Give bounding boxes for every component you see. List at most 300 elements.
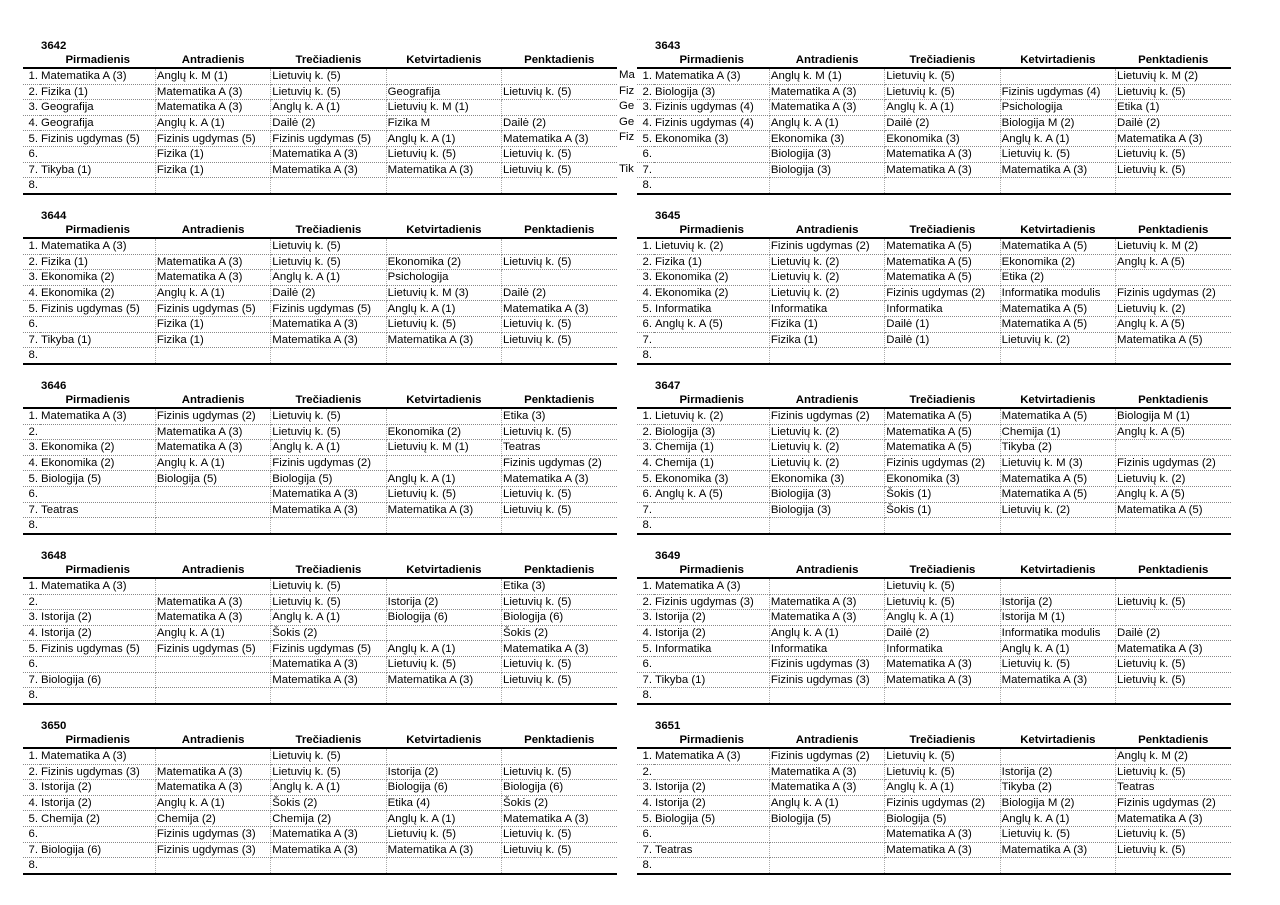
table-row: [23, 332, 617, 348]
period-number: 1.: [23, 238, 40, 254]
period-number: 5.: [637, 301, 654, 317]
lesson-cell: [885, 858, 1000, 874]
lesson-cell: Lietuvių k. (5): [502, 162, 617, 178]
lesson-cell: Biologija (6): [386, 610, 501, 626]
period-number: 6.: [637, 146, 654, 162]
table-row: [23, 162, 617, 178]
lesson-cell: Biologija (3): [769, 162, 884, 178]
lesson-cell: [1116, 348, 1231, 364]
lesson-cell: [40, 146, 155, 162]
lesson-cell: [654, 332, 769, 348]
period-number: 4.: [637, 455, 654, 471]
day-header: Antradienis: [769, 732, 884, 748]
lesson-cell: Istorija (2): [40, 625, 155, 641]
lesson-cell: Fizika (1): [155, 316, 270, 332]
period-number: 6.: [23, 146, 40, 162]
lesson-cell: Lietuvių k. (5): [502, 254, 617, 270]
lesson-cell: Ekonomika (2): [40, 440, 155, 456]
lesson-cell: Etika (3): [502, 408, 617, 424]
period-number: 8.: [23, 178, 40, 194]
lesson-cell: Lietuvių k. M (1): [386, 440, 501, 456]
day-header: Ketvirtadienis: [386, 392, 501, 408]
lesson-cell: Matematika A (3): [502, 811, 617, 827]
lesson-cell: [40, 424, 155, 440]
lesson-cell: Istorija (2): [654, 625, 769, 641]
lesson-cell: Anglų k. A (5): [654, 316, 769, 332]
day-header: Antradienis: [155, 222, 270, 238]
corner-cell: [23, 52, 40, 68]
lesson-cell: Fizinis ugdymas (3): [155, 826, 270, 842]
day-header: Antradienis: [155, 52, 270, 68]
period-number: 3.: [23, 270, 40, 286]
lesson-cell: Šokis (2): [271, 795, 386, 811]
timetable-block: [637, 210, 1231, 365]
lesson-cell: Biologija (6): [40, 672, 155, 688]
day-header: Pirmadienis: [654, 392, 769, 408]
lesson-cell: Ekonomika (2): [40, 270, 155, 286]
lesson-cell: [271, 178, 386, 194]
day-header: Pirmadienis: [40, 732, 155, 748]
table-row: [637, 408, 1231, 424]
period-number: 6.: [637, 316, 654, 332]
lesson-cell: [1000, 688, 1115, 704]
corner-cell: [637, 562, 654, 578]
lesson-cell: Matematika A (3): [155, 610, 270, 626]
lesson-cell: Matematika A (5): [1116, 502, 1231, 518]
class-title: 3642: [41, 40, 67, 52]
corner-cell: [23, 392, 40, 408]
lesson-cell: [1116, 858, 1231, 874]
lesson-cell: Istorija (2): [40, 780, 155, 796]
lesson-cell: [40, 688, 155, 704]
lesson-cell: Dailė (2): [885, 115, 1000, 131]
lesson-cell: [654, 826, 769, 842]
lesson-cell: Fizinis ugdymas (4): [1000, 84, 1115, 100]
timetable-block: [637, 720, 1231, 875]
table-row: [637, 440, 1231, 456]
lesson-cell: Informatika modulis: [1000, 625, 1115, 641]
lesson-cell: Ekonomika (3): [885, 131, 1000, 147]
lesson-cell: Lietuvių k. (5): [885, 578, 1000, 594]
lesson-cell: Anglų k. A (1): [769, 795, 884, 811]
timetable-table: [23, 562, 617, 705]
lesson-cell: Biologija (3): [654, 424, 769, 440]
corner-cell: [637, 392, 654, 408]
corner-cell: [23, 562, 40, 578]
header-row: [637, 732, 1231, 748]
lesson-cell: Anglų k. A (1): [1000, 641, 1115, 657]
lesson-cell: [386, 348, 501, 364]
lesson-cell: Ekonomika (3): [885, 471, 1000, 487]
lesson-cell: [1000, 178, 1115, 194]
lesson-cell: [654, 656, 769, 672]
lesson-cell: [271, 858, 386, 874]
lesson-cell: Chemija (1): [1000, 424, 1115, 440]
lesson-cell: [885, 348, 1000, 364]
table-row: [637, 84, 1231, 100]
table-row: [637, 578, 1231, 594]
day-header: Penktadienis: [502, 52, 617, 68]
lesson-cell: Šokis (1): [885, 502, 1000, 518]
day-header: Ketvirtadienis: [1000, 222, 1115, 238]
lesson-cell: Lietuvių k. (5): [271, 764, 386, 780]
lesson-cell: Matematika A (5): [1000, 238, 1115, 254]
lesson-cell: Šokis (1): [885, 486, 1000, 502]
period-number: 7.: [23, 162, 40, 178]
period-number: 1.: [637, 68, 654, 84]
period-number: 1.: [637, 408, 654, 424]
lesson-cell: Biologija M (2): [1000, 115, 1115, 131]
lesson-cell: Matematika A (3): [386, 672, 501, 688]
day-header: Trečiadienis: [271, 222, 386, 238]
table-row: [23, 780, 617, 796]
lesson-cell: Fizinis ugdymas (2): [1116, 285, 1231, 301]
day-header: Ketvirtadienis: [386, 562, 501, 578]
truncated-text: Tik: [619, 162, 634, 175]
lesson-cell: Lietuvių k. (5): [271, 594, 386, 610]
timetable-table: [637, 52, 1231, 195]
lesson-cell: Tikyba (1): [40, 332, 155, 348]
table-row: [637, 68, 1231, 84]
lesson-cell: [40, 486, 155, 502]
lesson-cell: Biologija (3): [769, 146, 884, 162]
lesson-cell: Biologija (3): [769, 502, 884, 518]
period-number: 4.: [637, 115, 654, 131]
period-number: 3.: [23, 780, 40, 796]
lesson-cell: Tikyba (2): [1000, 780, 1115, 796]
lesson-cell: Fizinis ugdymas (3): [654, 594, 769, 610]
class-title: 3643: [655, 40, 681, 52]
lesson-cell: Matematika A (3): [1000, 162, 1115, 178]
lesson-cell: Šokis (2): [502, 795, 617, 811]
lesson-cell: Lietuvių k. (5): [386, 316, 501, 332]
lesson-cell: Matematika A (5): [1116, 332, 1231, 348]
table-row: [637, 518, 1231, 534]
period-number: 1.: [23, 408, 40, 424]
day-header: Pirmadienis: [40, 392, 155, 408]
lesson-cell: Fizinis ugdymas (2): [885, 455, 1000, 471]
lesson-cell: Fizika M: [386, 115, 501, 131]
class-title: 3645: [655, 210, 681, 222]
lesson-cell: Šokis (2): [502, 625, 617, 641]
period-number: 5.: [23, 811, 40, 827]
lesson-cell: Ekonomika (2): [386, 424, 501, 440]
lesson-cell: Lietuvių k. (5): [502, 656, 617, 672]
lesson-cell: Lietuvių k. (5): [271, 424, 386, 440]
day-header: Penktadienis: [1116, 222, 1231, 238]
period-number: 6.: [23, 656, 40, 672]
table-row: [23, 641, 617, 657]
timetable-table: [23, 52, 617, 195]
lesson-cell: [155, 348, 270, 364]
lesson-cell: Lietuvių k. (2): [769, 285, 884, 301]
period-number: 4.: [23, 455, 40, 471]
lesson-cell: Matematika A (3): [271, 842, 386, 858]
lesson-cell: Lietuvių k. (2): [1000, 502, 1115, 518]
lesson-cell: Matematika A (5): [1000, 316, 1115, 332]
lesson-cell: Lietuvių k. (5): [502, 424, 617, 440]
table-row: [637, 858, 1231, 874]
lesson-cell: [386, 178, 501, 194]
timetable-table: [23, 222, 617, 365]
corner-cell: [637, 222, 654, 238]
table-row: [637, 238, 1231, 254]
period-number: 4.: [23, 625, 40, 641]
table-row: [637, 625, 1231, 641]
table-row: [23, 811, 617, 827]
lesson-cell: Lietuvių k. (5): [271, 578, 386, 594]
lesson-cell: Lietuvių k. (5): [386, 656, 501, 672]
day-header: Trečiadienis: [885, 732, 1000, 748]
lesson-cell: Anglų k. A (1): [885, 610, 1000, 626]
table-row: [23, 764, 617, 780]
lesson-cell: Anglų k. A (1): [769, 115, 884, 131]
day-header: Pirmadienis: [654, 222, 769, 238]
lesson-cell: [1116, 178, 1231, 194]
table-row: [637, 610, 1231, 626]
lesson-cell: Istorija (2): [654, 610, 769, 626]
lesson-cell: Matematika A (3): [155, 84, 270, 100]
table-row: [23, 594, 617, 610]
lesson-cell: Lietuvių k. (2): [769, 455, 884, 471]
lesson-cell: Ekonomika (2): [654, 270, 769, 286]
lesson-cell: Teatras: [502, 440, 617, 456]
header-row: [637, 222, 1231, 238]
day-header: Trečiadienis: [885, 562, 1000, 578]
lesson-cell: Fizinis ugdymas (2): [769, 238, 884, 254]
day-header: Penktadienis: [1116, 52, 1231, 68]
lesson-cell: [155, 688, 270, 704]
lesson-cell: Anglų k. A (1): [1000, 811, 1115, 827]
lesson-cell: Anglų k. A (1): [885, 780, 1000, 796]
lesson-cell: Lietuvių k. M (3): [386, 285, 501, 301]
table-row: [637, 424, 1231, 440]
lesson-cell: Fizinis ugdymas (5): [40, 641, 155, 657]
lesson-cell: Anglų k. A (1): [1000, 131, 1115, 147]
lesson-cell: Matematika A (5): [1000, 486, 1115, 502]
lesson-cell: [1000, 748, 1115, 764]
lesson-cell: [654, 688, 769, 704]
lesson-cell: Matematika A (3): [40, 238, 155, 254]
header-row: [637, 52, 1231, 68]
table-row: [23, 131, 617, 147]
day-header: Trečiadienis: [885, 52, 1000, 68]
lesson-cell: Biologija (3): [769, 486, 884, 502]
day-header: Penktadienis: [1116, 732, 1231, 748]
table-row: [637, 842, 1231, 858]
lesson-cell: Fizinis ugdymas (2): [271, 455, 386, 471]
lesson-cell: Fizinis ugdymas (5): [155, 131, 270, 147]
lesson-cell: [502, 270, 617, 286]
period-number: 3.: [637, 780, 654, 796]
lesson-cell: Informatika modulis: [1000, 285, 1115, 301]
period-number: 4.: [23, 285, 40, 301]
lesson-cell: Matematika A (3): [386, 332, 501, 348]
lesson-cell: Istorija (2): [386, 594, 501, 610]
lesson-cell: Matematika A (3): [769, 100, 884, 116]
lesson-cell: Matematika A (3): [769, 780, 884, 796]
truncated-text: Ge: [619, 100, 635, 113]
lesson-cell: Fizika (1): [40, 254, 155, 270]
lesson-cell: Informatika: [769, 301, 884, 317]
lesson-cell: Geografija: [40, 115, 155, 131]
lesson-cell: Lietuvių k. (5): [1116, 146, 1231, 162]
day-header: Ketvirtadienis: [386, 732, 501, 748]
lesson-cell: Lietuvių k. (5): [502, 84, 617, 100]
lesson-cell: Matematika A (3): [885, 656, 1000, 672]
lesson-cell: [654, 764, 769, 780]
lesson-cell: Anglų k. A (1): [885, 100, 1000, 116]
period-number: 5.: [23, 641, 40, 657]
timetable-block: [23, 210, 617, 365]
table-row: [23, 486, 617, 502]
table-row: [637, 254, 1231, 270]
lesson-cell: Fizinis ugdymas (5): [155, 641, 270, 657]
day-header: Pirmadienis: [40, 562, 155, 578]
period-number: 2.: [637, 254, 654, 270]
lesson-cell: Matematika A (3): [155, 764, 270, 780]
period-number: 2.: [637, 594, 654, 610]
lesson-cell: [155, 238, 270, 254]
lesson-cell: [885, 688, 1000, 704]
table-row: [637, 795, 1231, 811]
lesson-cell: Teatras: [1116, 780, 1231, 796]
lesson-cell: Lietuvių k. (5): [502, 316, 617, 332]
day-header: Antradienis: [769, 52, 884, 68]
lesson-cell: Fizinis ugdymas (5): [271, 131, 386, 147]
lesson-cell: Lietuvių k. (5): [1116, 842, 1231, 858]
lesson-cell: Informatika: [654, 301, 769, 317]
lesson-cell: [271, 688, 386, 704]
period-number: 6.: [637, 656, 654, 672]
table-row: [637, 348, 1231, 364]
lesson-cell: Lietuvių k. (5): [1116, 84, 1231, 100]
lesson-cell: [502, 518, 617, 534]
lesson-cell: [654, 518, 769, 534]
lesson-cell: Matematika A (3): [386, 842, 501, 858]
period-number: 3.: [23, 610, 40, 626]
table-row: [23, 656, 617, 672]
lesson-cell: Fizika (1): [155, 162, 270, 178]
lesson-cell: Istorija (2): [40, 795, 155, 811]
timetable-block: [23, 40, 617, 195]
lesson-cell: Matematika A (5): [885, 254, 1000, 270]
lesson-cell: Lietuvių k. M (2): [1116, 238, 1231, 254]
lesson-cell: [1116, 610, 1231, 626]
lesson-cell: [769, 842, 884, 858]
lesson-cell: [40, 594, 155, 610]
timetable-table: [637, 222, 1231, 365]
lesson-cell: Lietuvių k. (5): [1000, 826, 1115, 842]
day-header: Trečiadienis: [271, 52, 386, 68]
lesson-cell: Matematika A (3): [40, 408, 155, 424]
lesson-cell: [1116, 578, 1231, 594]
lesson-cell: Biologija (6): [386, 780, 501, 796]
lesson-cell: Informatika: [654, 641, 769, 657]
period-number: 2.: [23, 764, 40, 780]
lesson-cell: Lietuvių k. (5): [885, 68, 1000, 84]
lesson-cell: Ekonomika (2): [386, 254, 501, 270]
table-row: [23, 178, 617, 194]
lesson-cell: Teatras: [40, 502, 155, 518]
period-number: 4.: [637, 285, 654, 301]
lesson-cell: [502, 68, 617, 84]
lesson-cell: Matematika A (5): [1000, 471, 1115, 487]
class-title: 3644: [41, 210, 67, 222]
lesson-cell: Matematika A (5): [1000, 301, 1115, 317]
lesson-cell: Fizinis ugdymas (2): [502, 455, 617, 471]
period-number: 7.: [23, 842, 40, 858]
lesson-cell: Fizinis ugdymas (5): [271, 641, 386, 657]
lesson-cell: Lietuvių k. (5): [1116, 594, 1231, 610]
lesson-cell: [40, 858, 155, 874]
period-number: 6.: [637, 486, 654, 502]
lesson-cell: Fizinis ugdymas (2): [155, 408, 270, 424]
lesson-cell: Matematika A (5): [885, 270, 1000, 286]
table-row: [637, 748, 1231, 764]
period-number: 4.: [637, 795, 654, 811]
table-row: [637, 780, 1231, 796]
period-number: 5.: [637, 641, 654, 657]
table-row: [23, 301, 617, 317]
table-row: [23, 625, 617, 641]
lesson-cell: Matematika A (3): [40, 748, 155, 764]
lesson-cell: [654, 502, 769, 518]
lesson-cell: Dailė (2): [885, 625, 1000, 641]
corner-cell: [23, 222, 40, 238]
lesson-cell: Matematika A (3): [885, 146, 1000, 162]
lesson-cell: Fizika (1): [155, 332, 270, 348]
day-header: Trečiadienis: [885, 392, 1000, 408]
lesson-cell: Matematika A (3): [502, 131, 617, 147]
timetable-block: [637, 40, 1231, 195]
lesson-cell: Lietuvių k. (5): [885, 764, 1000, 780]
lesson-cell: [502, 858, 617, 874]
day-header: Ketvirtadienis: [1000, 392, 1115, 408]
lesson-cell: [654, 146, 769, 162]
lesson-cell: [1000, 68, 1115, 84]
period-number: 6.: [23, 486, 40, 502]
timetable-table: [23, 732, 617, 875]
lesson-cell: Istorija (2): [40, 610, 155, 626]
lesson-cell: Matematika A (3): [885, 842, 1000, 858]
lesson-cell: Informatika: [885, 641, 1000, 657]
lesson-cell: Šokis (2): [271, 625, 386, 641]
table-row: [23, 348, 617, 364]
lesson-cell: [1000, 578, 1115, 594]
lesson-cell: Lietuvių k. (5): [502, 764, 617, 780]
lesson-cell: [386, 518, 501, 534]
timetable-table: [637, 732, 1231, 875]
timetable-block: [23, 380, 617, 535]
lesson-cell: Lietuvių k. (2): [769, 424, 884, 440]
day-header: Ketvirtadienis: [386, 222, 501, 238]
lesson-cell: Matematika A (3): [885, 162, 1000, 178]
table-row: [23, 270, 617, 286]
day-header: Trečiadienis: [271, 732, 386, 748]
day-header: Pirmadienis: [40, 52, 155, 68]
lesson-cell: Anglų k. A (1): [271, 610, 386, 626]
lesson-cell: Anglų k. A (5): [1116, 316, 1231, 332]
lesson-cell: [502, 178, 617, 194]
period-number: 6.: [637, 826, 654, 842]
lesson-cell: [271, 518, 386, 534]
period-number: 8.: [23, 348, 40, 364]
class-title: 3650: [41, 720, 67, 732]
lesson-cell: Dailė (2): [502, 285, 617, 301]
lesson-cell: Lietuvių k. (5): [502, 672, 617, 688]
table-row: [637, 100, 1231, 116]
